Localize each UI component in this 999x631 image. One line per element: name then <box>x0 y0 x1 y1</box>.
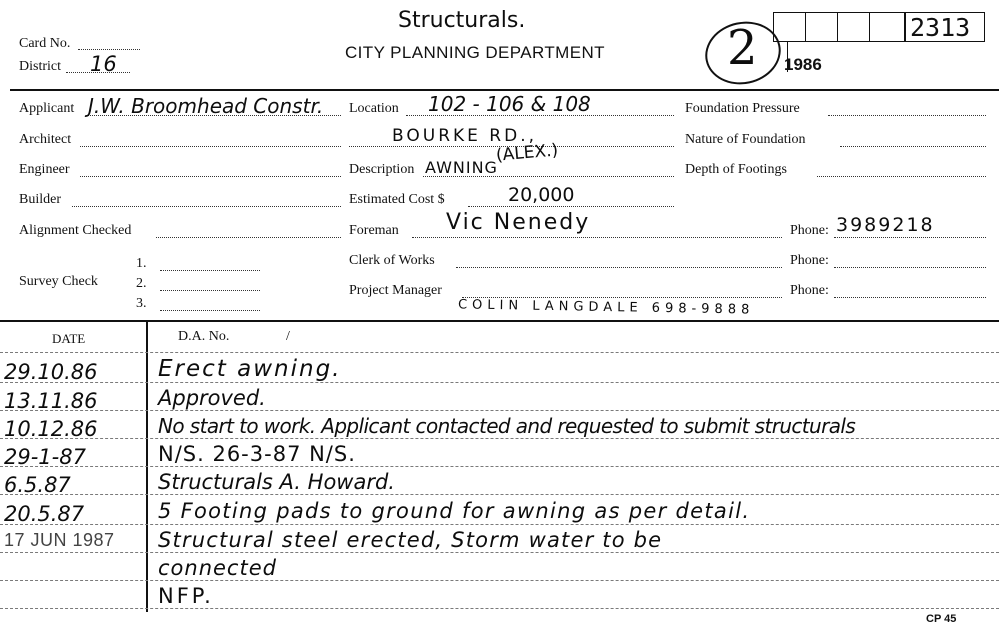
log-entry: Erect awning. <box>158 356 342 382</box>
card-no-label: Card No. <box>19 36 71 51</box>
foreman-phone-field <box>834 237 986 238</box>
log-entry: Structurals A. Howard. <box>158 470 395 494</box>
year: 1986 <box>784 55 822 74</box>
date-column-divider <box>146 322 148 612</box>
description-note: (ALEX.) <box>495 140 559 166</box>
log-date: 10.12.86 <box>4 417 98 441</box>
da-header: D.A. No. <box>178 329 230 344</box>
department-title: CITY PLANNING DEPARTMENT <box>345 43 605 62</box>
alignment-field <box>156 237 341 238</box>
clerk-phone-field <box>834 267 986 268</box>
heading-note: Structurals. <box>398 8 526 33</box>
alignment-label: Alignment Checked <box>19 223 132 238</box>
number-box <box>773 12 805 42</box>
applicant-label: Applicant <box>19 101 75 116</box>
row-line <box>0 438 999 439</box>
row-line <box>0 552 999 553</box>
row-line <box>0 608 999 609</box>
engineer-label: Engineer <box>19 162 70 177</box>
project-manager-label: Project Manager <box>349 283 442 298</box>
description-label: Description <box>349 162 415 177</box>
location-value: 102 - 106 & 108 <box>428 92 591 116</box>
district-value: 16 <box>90 52 117 76</box>
log-date: 13.11.86 <box>4 389 98 413</box>
builder-field <box>72 206 341 207</box>
clerk-of-works-label: Clerk of Works <box>349 253 435 268</box>
log-entry: NFP. <box>158 584 214 608</box>
row-line <box>0 410 999 411</box>
card-no-field <box>78 49 140 50</box>
foreman-label: Foreman <box>349 223 399 238</box>
log-date: 6.5.87 <box>4 473 71 497</box>
survey-label: Survey Check <box>19 274 98 289</box>
foreman-field <box>412 237 782 238</box>
foreman-value: Vic Nenedy <box>446 210 591 235</box>
log-date-stamp: 17 JUN 1987 <box>4 530 115 550</box>
location-value-2: BOURKE RD., <box>392 126 538 146</box>
number-box <box>805 12 837 42</box>
survey-2-label: 2. <box>136 276 147 291</box>
row-line <box>0 382 999 383</box>
architect-label: Architect <box>19 132 72 147</box>
log-entry: Approved. <box>158 386 266 410</box>
row-line <box>0 466 999 467</box>
log-date: 29.10.86 <box>4 360 98 384</box>
manager-phone-field <box>834 297 986 298</box>
estimated-cost-value: 20,000 <box>508 184 575 206</box>
nature-foundation-label: Nature of Foundation <box>685 132 806 147</box>
depth-footings-field <box>817 176 986 177</box>
number-box <box>869 12 905 42</box>
location-label: Location <box>349 101 399 116</box>
row-line <box>0 352 999 353</box>
foundation-pressure-label: Foundation Pressure <box>685 101 800 116</box>
da-value: / <box>286 329 290 344</box>
clerk-phone-label: Phone: <box>790 253 829 268</box>
circled-number: 2 <box>727 20 758 76</box>
district-label: District <box>19 59 61 74</box>
header-rule <box>10 89 999 91</box>
foreman-phone-label: Phone: <box>790 223 829 238</box>
log-date: 29-1-87 <box>4 445 86 469</box>
manager-phone-label: Phone: <box>790 283 829 298</box>
log-entry: 5 Footing pads to ground for awning as per detail. <box>158 499 751 523</box>
depth-footings-label: Depth of Footings <box>685 162 787 177</box>
card-number: 2313 <box>910 13 971 42</box>
row-line <box>0 524 999 525</box>
log-entry: Structural steel erected, Storm water to be <box>158 528 663 552</box>
log-entry: connected <box>158 556 277 580</box>
description-value: AWNING <box>425 158 498 177</box>
applicant-value: J.W. Broomhead Constr. <box>88 94 324 118</box>
row-line <box>0 494 999 495</box>
nature-foundation-field <box>840 146 986 147</box>
table-top-rule <box>0 320 999 322</box>
estimated-cost-label: Estimated Cost $ <box>349 192 445 207</box>
engineer-field <box>80 176 341 177</box>
card-number-boxes <box>773 12 905 42</box>
survey-1-field <box>160 270 260 271</box>
clerk-of-works-field <box>456 267 782 268</box>
survey-3-label: 3. <box>136 296 147 311</box>
log-entry: No start to work. Applicant contacted and requested to submit structurals <box>158 414 856 438</box>
foundation-pressure-field <box>828 115 986 116</box>
manager-note: COLIN LANGDALE 698-9888 <box>457 297 755 318</box>
survey-2-field <box>160 290 260 291</box>
architect-field <box>80 146 341 147</box>
log-entry: N/S. 26-3-87 N/S. <box>158 442 356 466</box>
row-line <box>0 580 999 581</box>
date-header: DATE <box>52 331 86 346</box>
estimated-cost-field <box>468 206 674 207</box>
survey-3-field <box>160 310 260 311</box>
foreman-phone-value: 3989218 <box>836 214 935 236</box>
number-box <box>837 12 869 42</box>
survey-1-label: 1. <box>136 256 147 271</box>
form-code: CP 45 <box>926 613 957 625</box>
builder-label: Builder <box>19 192 61 207</box>
log-date: 20.5.87 <box>4 502 85 526</box>
